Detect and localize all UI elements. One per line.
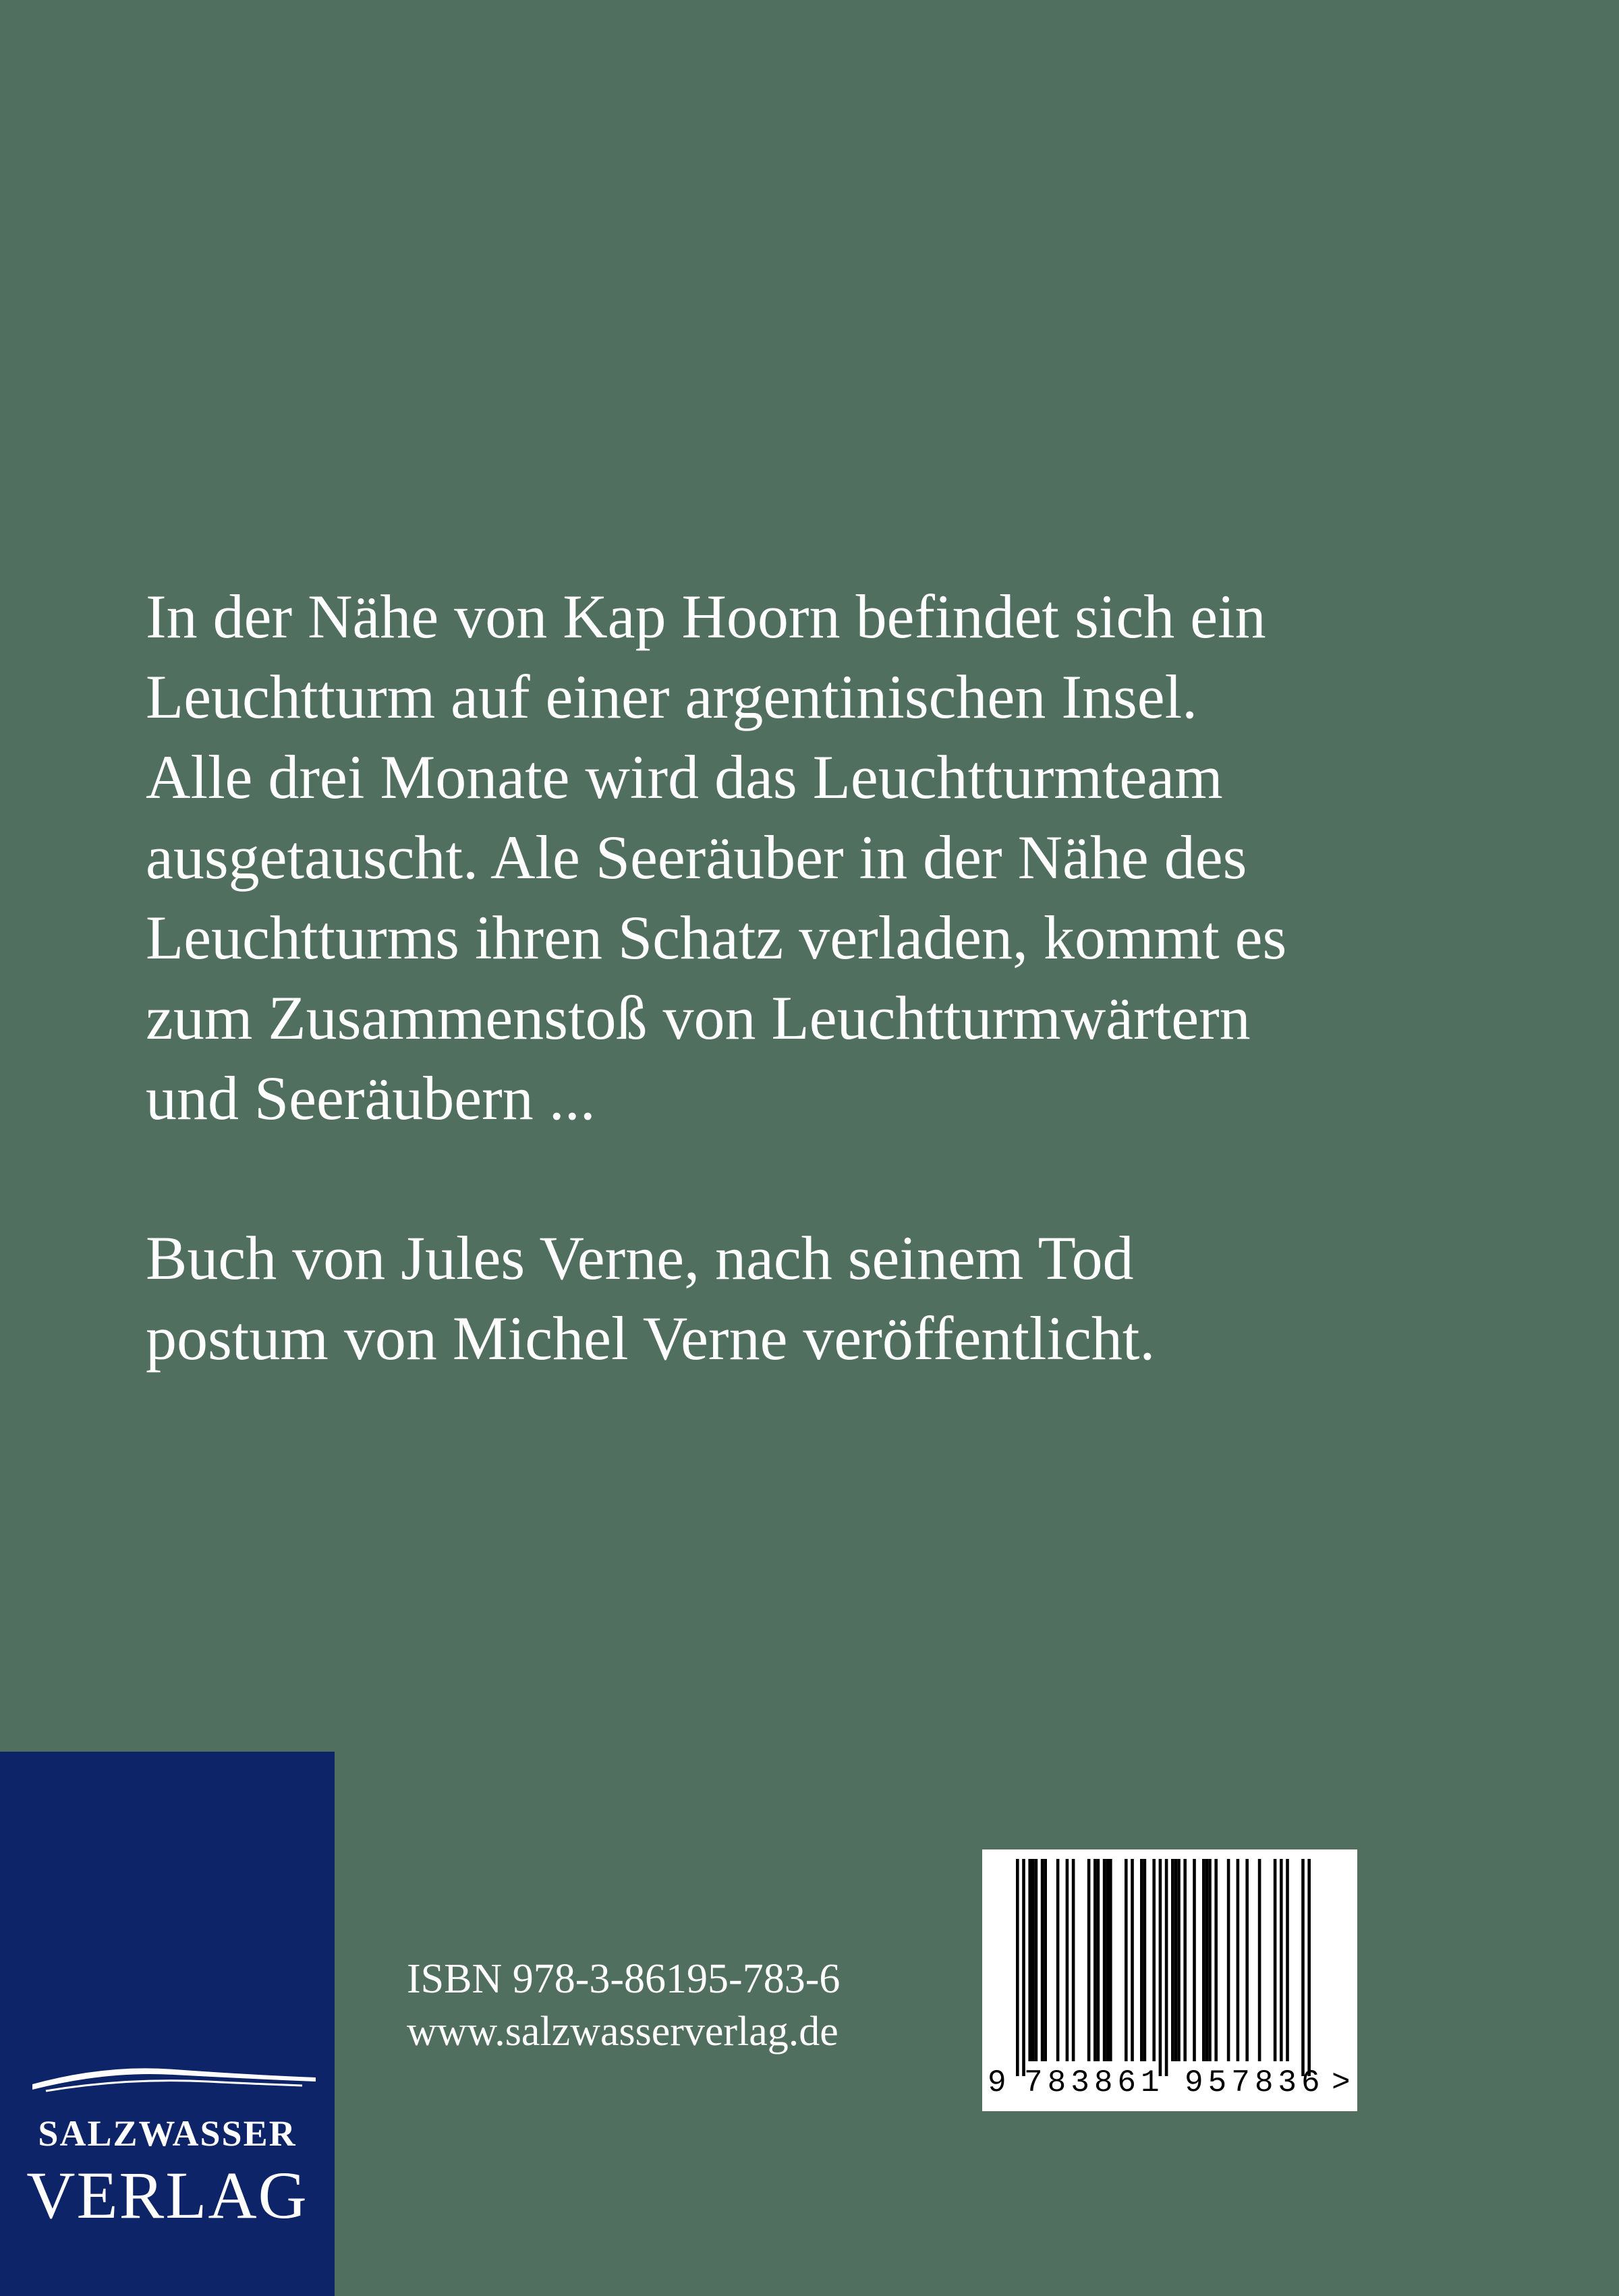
barcode-digits [982, 2063, 1357, 2110]
publisher-info [407, 1953, 840, 2058]
barcode-bar [1035, 1859, 1038, 2061]
barcode-bar [1103, 1859, 1106, 2061]
barcode-bar [1307, 1859, 1311, 2076]
barcode-bar [1286, 1859, 1289, 2061]
blurb-line: In der Nähe von Kap Hoorn befindet sich ein [146, 582, 1266, 651]
barcode-bar [1177, 1859, 1181, 2061]
back-cover-blurb [146, 577, 1576, 1379]
barcode-bar [1214, 1859, 1218, 2061]
barcode-bar [1131, 1859, 1134, 2061]
barcode-bar [1106, 1859, 1109, 2061]
barcode-bar [1159, 1859, 1162, 2076]
blurb-paragraph-author [146, 1218, 1576, 1379]
logo-wordmark-verlag: VERLAG [26, 2158, 308, 2233]
barcode-bar [1041, 1859, 1044, 2061]
barcode-bar [1227, 1859, 1230, 2061]
barcode-bar [1093, 1859, 1097, 2061]
barcode-bar [1109, 1859, 1112, 2061]
blurb-line: Buch von Jules Verne, nach seinem Tod [146, 1224, 1134, 1292]
publisher-logo [0, 1752, 335, 2296]
barcode-right-group: 957836 [1185, 2065, 1325, 2100]
barcode-bar [1044, 1859, 1047, 2061]
barcode-bar [1165, 1859, 1168, 2076]
barcode-bar [1205, 1859, 1209, 2061]
barcode-bar [1245, 1859, 1249, 2061]
blurb-line: Leuchtturm auf einer argentinischen Insel. [146, 662, 1198, 731]
barcode-bar [1171, 1859, 1174, 2061]
website-link[interactable]: www.salzwasserverlag.de [407, 2009, 839, 2055]
barcode-bar [1208, 1859, 1212, 2061]
isbn-text: ISBN 978-3-86195-783-6 [407, 1956, 841, 2002]
barcode-bar [1056, 1859, 1060, 2061]
isbn-barcode [982, 1849, 1357, 2111]
barcode-bar [1237, 1859, 1240, 2061]
barcode-bar [1183, 1859, 1187, 2061]
blurb-line: Leuchtturms ihren Schatz verladen, kommt es [146, 903, 1287, 972]
barcode-bar [1028, 1859, 1031, 2061]
barcode-lead-digit: 9 [988, 2065, 1006, 2100]
blurb-line: zum Zusammenstoß von Leuchtturmwärtern [146, 983, 1251, 1052]
blurb-line: Alle drei Monate wird das Leuchtturmteam [146, 743, 1223, 811]
blurb-paragraph-plot [146, 577, 1576, 1139]
barcode-bar [1031, 1859, 1035, 2061]
barcode-bar [1174, 1859, 1178, 2061]
barcode-bar [1152, 1859, 1156, 2061]
barcode-bar [1301, 1859, 1305, 2076]
barcode-bar [1280, 1859, 1283, 2061]
barcode-bar [1140, 1859, 1143, 2061]
barcode-bar [1202, 1859, 1205, 2061]
barcode-bar [1066, 1859, 1069, 2061]
barcode-bar [1016, 1859, 1019, 2076]
blurb-line: und Seeräubern ... [146, 1064, 596, 1132]
blurb-line: ausgetauscht. Ale Seeräuber in der Nähe des [146, 823, 1247, 892]
barcode-bars [982, 1849, 1357, 2079]
barcode-bar [1087, 1859, 1091, 2061]
logo-wordmark-salzwasser: SALZWASSER [38, 2113, 297, 2154]
barcode-bar [1072, 1859, 1075, 2061]
barcode-bar [1097, 1859, 1100, 2061]
barcode-bar [1258, 1859, 1261, 2061]
barcode-bar [1022, 1859, 1025, 2076]
barcode-bar [1274, 1859, 1277, 2061]
wave-icon [32, 2057, 316, 2098]
barcode-left-group: 783861 [1024, 2065, 1164, 2100]
blurb-line: postum von Michel Verne veröffentlicht. [146, 1304, 1156, 1373]
barcode-end-mark: > [1332, 2065, 1351, 2100]
barcode-bar [1193, 1859, 1196, 2061]
barcode-bar [1125, 1859, 1128, 2061]
barcode-bar [1143, 1859, 1147, 2061]
